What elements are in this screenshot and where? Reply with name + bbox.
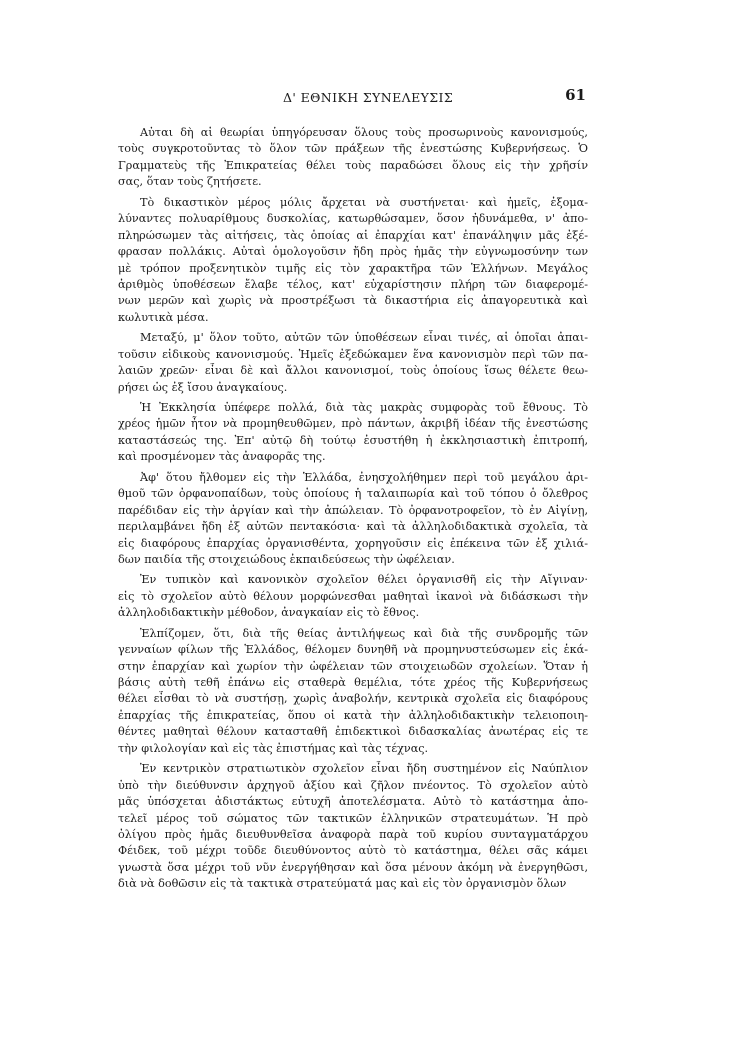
text-line: στην ἐπαρχίαν καὶ χωρίον τὴν ὠφέλειαν τῶν στοιχειωδῶν σχολείων. Ὅταν ἡ <box>118 659 588 673</box>
body-text <box>118 125 588 1000</box>
paragraph <box>118 470 588 569</box>
text-line: θέντες μαθηταὶ θέλουν κατασταθῆ ἐπιδεκτικοὶ διδασκαλίας ἀνωτέρας εἰς τε <box>118 725 588 739</box>
text-line: σας, ὅταν τοὺς ζητήσετε. <box>118 175 262 189</box>
page-header <box>118 86 588 110</box>
paragraph <box>118 400 588 466</box>
text-line: λαιῶν χρεῶν· εἶναι δὲ καὶ ἄλλοι κανονισμοί, τοὺς ὁποίους ἴσως θέλετε θεω- <box>118 364 588 378</box>
text-line: ὑπὸ τὴν διεύθυνσιν ἀρχηγοῦ ἀξίου καὶ ζῆλον πνέοντος. Τὸ σχολεῖον αὐτὸ <box>118 778 588 792</box>
text-line: παρέδιδαν εἰς τὴν ἀργίαν καὶ τὴν ἀπώλειαν. Τὸ ὀρφανοτροφεῖον, τὸ ἐν Αἰγίνῃ, <box>118 503 588 517</box>
text-line: τοῦσιν εἰδικοὺς κανονισμούς. Ἡμεῖς ἐξεδώκαμεν ἕνα κανονισμὸν περὶ τῶν πα- <box>118 347 588 361</box>
text-line: περιλαμβάνει ἤδη ἐξ αὐτῶν πεντακόσια· καὶ τὰ ἀλληλοδιδακτικὰ σχολεῖα, τὰ <box>118 520 588 534</box>
text-line: ἀριθμὸς ὑποθέσεων ἔλαβε τέλος, κατ' εὐχαρίστησιν πλήρη τῶν διαφερομέ- <box>118 277 588 291</box>
text-line: πληρώσωμεν τὰς αἰτήσεις, τὰς ὁποίας αἱ ἐπαρχίαι κατ' ἐπανάληψιν μᾶς ἐξέ- <box>118 228 588 242</box>
text-line: Ἐλπίζομεν, ὅτι, διὰ τῆς θείας ἀντιλήψεως καὶ διὰ τῆς συνδρομῆς τῶν <box>140 626 588 640</box>
text-line: νων μερῶν καὶ χωρὶς νὰ προστρέξωσι τὰ δικαστήρια εἰς ἀπαγορευτικὰ καὶ <box>118 294 588 308</box>
text-line: εἰς τὸ σχολεῖον αὐτὸ θέλουν μορφώνεσθαι μαθηταὶ ἱκανοὶ νὰ διδάσκωσι τὴν <box>118 589 588 603</box>
text-line: ὀλίγου πρὸς ἡμᾶς διευθυνθεῖσα ἀναφορὰ παρὰ τοῦ κυρίου συνταγματάρχου <box>118 827 588 841</box>
text-line: κωλυτικὰ μέσα. <box>118 310 209 324</box>
text-line: μᾶς ὑπόσχεται ἀδιστάκτως εὐτυχῆ ἀποτελέσματα. Αὐτὸ τὸ κατάστημα ἀπο- <box>118 795 588 809</box>
paragraph <box>118 330 588 396</box>
text-line: Ἡ Ἐκκλησία ὑπέφερε πολλά, διὰ τὰς μακρὰς συμφορὰς τοῦ ἔθνους. Τὸ <box>140 401 588 414</box>
paragraph <box>118 125 588 191</box>
text-line: θμοῦ τῶν ὀρφανοπαίδων, τοὺς ὁποίους ἡ ταλαιπωρία καὶ τοῦ τόπου ὁ ὄλεθρος <box>118 487 588 501</box>
text-line: ρήσει ὡς ἐξ ἴσου ἀναγκαίους. <box>118 380 288 394</box>
text-line: γνωστὰ ὅσα μέχρι τοῦ νῦν ἐνεργήθησαν καὶ ὅσα μένουν ἀκόμη νὰ ἐνεργηθῶσι, <box>118 860 588 874</box>
text-line: Ἀφ' ὅτου ἤλθομεν εἰς τὴν Ἑλλάδα, ἐνησχολήθημεν περὶ τοῦ μεγάλου ἀρι- <box>140 470 588 484</box>
running-title: Δ' ΕΘΝΙΚΗ ΣΥΝΕΛΕΥΣΙΣ <box>283 90 454 105</box>
paragraph <box>118 761 588 893</box>
text-line: Γραμματεὺς τῆς Ἐπικρατείας θέλει τοὺς παραδώσει ὅλους εἰς τὴν χρῆσίν <box>118 158 588 172</box>
page-number: 61 <box>565 86 586 104</box>
text-line: διὰ νὰ δοθῶσιν εἰς τὰ τακτικὰ στρατεύματά μας καὶ εἰς τὸν ὀργανισμὸν ὅλων <box>118 877 567 891</box>
paragraph <box>118 195 588 327</box>
text-line: γενναίων φίλων τῆς Ἑλλάδος, θέλομεν δυνηθῆ νὰ προμηνυστεύσωμεν εἰς ἑκά- <box>118 643 588 657</box>
text-line: Ἐν τυπικὸν καὶ κανονικὸν σχολεῖον θέλει ὀργανισθῆ εἰς τὴν Αἴγιναν· <box>140 573 588 587</box>
text-line: εἰς διαφόρους ἐπαρχίας ὀργανισθέντα, χορηγοῦσιν εἰς ἐπέκεινα τῶν ἐξ χιλιά- <box>118 536 588 550</box>
text-line: τὴν φιλολογίαν καὶ εἰς τὰς ἐπιστήμας καὶ τὰς τέχνας. <box>118 741 429 755</box>
text-line: ἐπαρχίας τῆς ἐπικρατείας, ὅπου οἱ κατὰ τὴν ἀλληλοδιδακτικὴν τελειοποιη- <box>118 708 588 722</box>
text-line: ἀλληλοδιδακτικὴν μέθοδον, ἀναγκαίαν εἰς τὸ ἔθνος. <box>118 606 420 620</box>
text-line: Φέιδεκ, τοῦ μέχρι τοῦδε διευθύνοντος αὐτὸ τὸ κατάστημα, θέλει σᾶς κάμει <box>118 844 588 858</box>
text-line: φρασαν πολλάκις. Αὐταὶ ὁμολογοῦσιν ἤδη πρὸς ἡμᾶς τὴν εὐγνωμοσύνην των <box>118 245 588 259</box>
paragraph <box>118 626 588 758</box>
text-line: μὲ τρόπον προξενητικὸν τιμῆς εἰς τὸν χαρακτῆρα τῶν Ἑλλήνων. Μεγάλος <box>118 261 588 275</box>
text-line: χρέος ἡμῶν ἦτον νὰ προμηθευθῶμεν, πρὸ πάντων, ἀκριβῆ ἰδέαν τῆς ἐνεστώσης <box>118 417 588 431</box>
text-line: Μεταξύ, μ' ὅλον τοῦτο, αὐτῶν τῶν ὑποθέσεων εἶναι τινές, αἱ ὁποῖαι ἀπαι- <box>140 331 588 345</box>
text-line: καταστάσεώς της. Ἐπ' αὐτῷ δὴ τούτῳ ἐσυστήθη ἡ ἐκκλησιαστικὴ ἐπιτροπή, <box>118 433 588 447</box>
text-line: θέλει εἶσθαι τὸ νὰ συστήσῃ, χωρὶς ἀναβολήν, κεντρικὰ σχολεῖα εἰς διαφόρους <box>118 692 588 706</box>
text-line: Αὐται δὴ αἱ θεωρίαι ὑπηγόρευσαν ὅλους τοὺς προσωρινοὺς κανονισμούς, <box>140 126 588 139</box>
text-line: Τὸ δικαστικὸν μέρος μόλις ἄρχεται νὰ συστήνεται· καὶ ἡμεῖς, ἐξομα- <box>140 195 588 209</box>
text-line: Ἐν κεντρικὸν στρατιωτικὸν σχολεῖον εἶναι ἤδη συστημένον εἰς Ναύπλιον <box>140 762 588 776</box>
text-line: λύναντες πολυαρίθμους δυσκολίας, κατωρθώσαμεν, ὅσον ἠδυνάμεθα, ν' ἀπο- <box>118 212 588 226</box>
text-line: καὶ προσμένομεν τὰς ἀναφορᾶς της. <box>118 450 326 464</box>
text-line: βάσις αὐτὴ τεθῆ ἐπάνω εἰς σταθερὰ θεμέλια, τότε χρέος τῆς Κυβερνήσεως <box>118 676 588 689</box>
text-line: τελεῖ μέρος τοῦ σώματος τῶν τακτικῶν ἑλληνικῶν στρατευμάτων. Ἡ πρὸ <box>118 811 588 825</box>
text-line: τοὺς συγκροτοῦντας τὸ ὅλον τῶν πράξεων τῆς ἐνεστώσης Κυβερνήσεως. Ὁ <box>118 142 588 156</box>
paragraph <box>118 572 588 621</box>
text-line: δων παιδία τῆς στοιχειώδους ἐκπαιδεύσεως τὴν ὠφέλειαν. <box>118 552 455 566</box>
